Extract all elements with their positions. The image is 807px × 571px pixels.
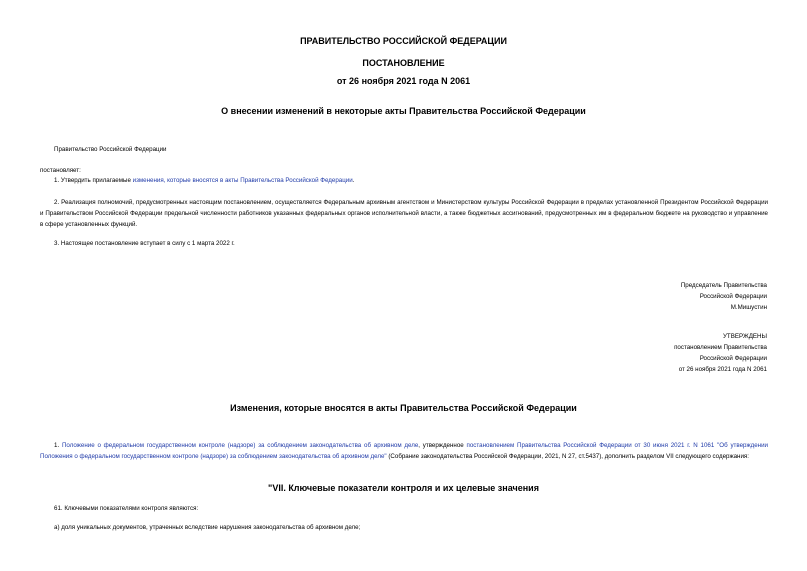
signature-line-3: М.Мишустин <box>730 304 767 311</box>
section-title: "VII. Ключевые показатели контроля и их целевые значения <box>268 483 539 493</box>
approval-line-2: постановлением Правительства <box>674 344 767 351</box>
item-3: 3. Настоящее постановление вступает в силу с 1 марта 2022 г. <box>54 240 235 247</box>
paragraph-61: 61. Ключевыми показателями контроля являются: <box>54 505 199 512</box>
regulation-link[interactable]: Положение о федеральном государственном контроле (надзоре) за соблюдением законодательства об архивном деле <box>61 442 419 449</box>
changes-p1-suffix: (Собрание законодательства Российской Федерации, 2021, N 27, ст.5437), дополнить разделом VII следующего содержания: <box>386 453 749 460</box>
approval-block <box>627 331 767 375</box>
signature-line-2: Российской Федерации <box>699 293 767 300</box>
approval-line-4: от 26 ноября 2021 года N 2061 <box>678 366 767 373</box>
approval-line-1: УТВЕРЖДЕНЫ <box>723 333 767 340</box>
decrees-word: постановляет: <box>40 167 81 174</box>
changes-p1-mid: , утвержденное <box>418 442 467 449</box>
item-2: 2. Реализация полномочий, предусмотренных настоящим постановлением, осуществляется Федеральным архивным агентством и Министерством культуры Российской Федерации в пределах установленной Президентом Российской Федерации и Правительством Российской Федерации предельной численности работников указанных федеральных органов исполнительной власти, а также бюджетных ассигнований, предусмотренных им в федеральном бюджете на руководство и управление в сфере установленных функций. <box>40 199 768 228</box>
approval-line-3: Российской Федерации <box>699 355 767 362</box>
changes-p1-prefix: 1. <box>54 442 62 449</box>
signature-block <box>627 280 767 313</box>
paragraph-a: а) доля уникальных документов, утраченных вследствие нарушения законодательства об архивном деле; <box>54 524 361 531</box>
issuer: Правительство Российской Федерации <box>54 146 167 153</box>
item-1 <box>54 176 354 187</box>
header-doc-type: ПОСТАНОВЛЕНИЕ <box>362 58 445 68</box>
item-1-prefix: 1. Утвердить прилагаемые <box>54 177 133 184</box>
signature-line-1: Председатель Правительства <box>680 282 767 289</box>
item-1-suffix: . <box>352 177 355 184</box>
changes-title: Изменения, которые вносятся в акты Правительства Российской Федерации <box>230 403 577 413</box>
header-government: ПРАВИТЕЛЬСТВО РОССИЙСКОЙ ФЕДЕРАЦИИ <box>300 36 507 46</box>
changes-link[interactable]: изменения, которые вносятся в акты Правительства Российской Федерации <box>132 177 353 184</box>
resolution-link[interactable]: постановлением Правительства Российской Федерации от 30 июня 2021 г. N 1061 "Об утверждении Положения о федеральном государственном контроле (надзоре) за соблюдением законодательства об архивном деле" <box>40 442 768 460</box>
header-date-number: от 26 ноября 2021 года N 2061 <box>336 76 471 86</box>
document-title: О внесении изменений в некоторые акты Правительства Российской Федерации <box>221 106 586 116</box>
changes-paragraph-1 <box>40 440 768 462</box>
